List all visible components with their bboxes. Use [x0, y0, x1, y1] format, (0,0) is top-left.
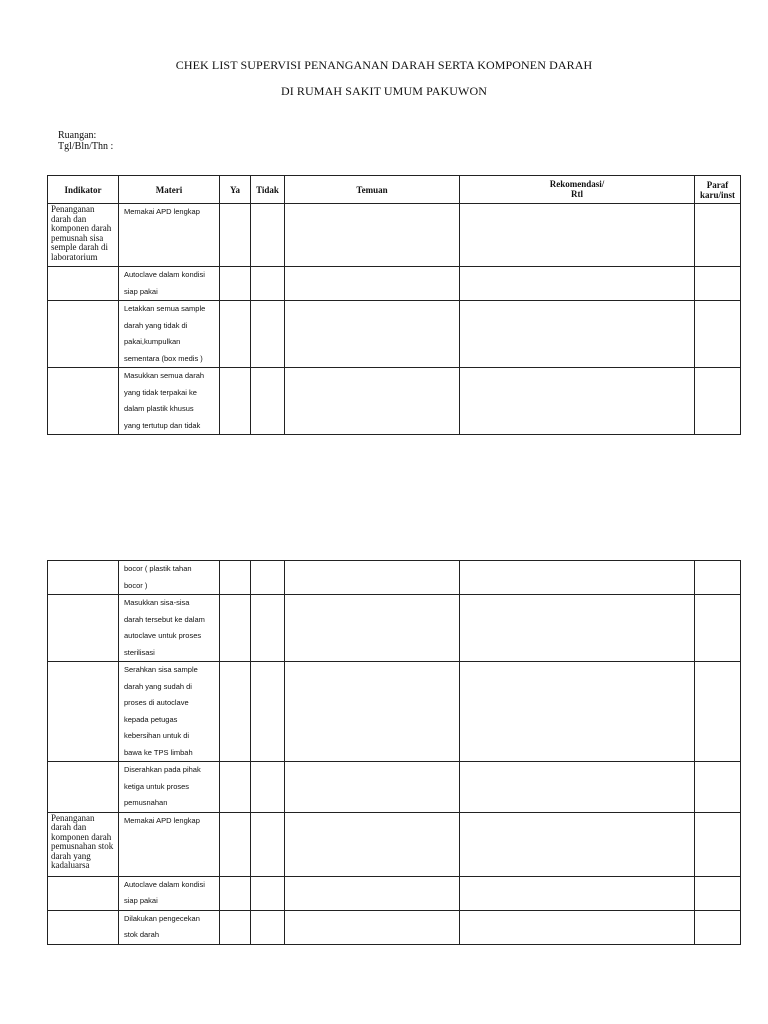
indikator-cell [48, 561, 119, 595]
rekomendasi-cell[interactable] [460, 561, 695, 595]
temuan-cell[interactable] [285, 910, 460, 944]
rekomendasi-cell[interactable] [460, 204, 695, 267]
table-row [48, 204, 741, 267]
rekomendasi-cell[interactable] [460, 301, 695, 368]
paraf-cell[interactable] [695, 267, 741, 301]
indikator-cell [48, 662, 119, 762]
rekomendasi-cell[interactable] [460, 595, 695, 662]
table-row [48, 662, 741, 762]
tidak-cell[interactable] [251, 204, 285, 267]
table-row [48, 876, 741, 910]
ya-cell[interactable] [220, 368, 251, 435]
tidak-cell[interactable] [251, 595, 285, 662]
temuan-cell[interactable] [285, 301, 460, 368]
header-ya: Ya [220, 176, 251, 204]
temuan-cell[interactable] [285, 876, 460, 910]
materi-cell: Memakai APD lengkap [119, 812, 220, 876]
temuan-cell[interactable] [285, 368, 460, 435]
tidak-cell[interactable] [251, 876, 285, 910]
tidak-cell[interactable] [251, 812, 285, 876]
materi-cell: Dilakukan pengecekan stok darah [119, 910, 220, 944]
temuan-cell[interactable] [285, 267, 460, 301]
ya-cell[interactable] [220, 762, 251, 813]
header-materi: Materi [119, 176, 220, 204]
table-row [48, 812, 741, 876]
tidak-cell[interactable] [251, 561, 285, 595]
ya-cell[interactable] [220, 204, 251, 267]
paraf-cell[interactable] [695, 662, 741, 762]
tidak-cell[interactable] [251, 301, 285, 368]
indikator-cell [48, 595, 119, 662]
ya-cell[interactable] [220, 812, 251, 876]
paraf-cell[interactable] [695, 301, 741, 368]
materi-cell: Autoclave dalam kondisi siap pakai [119, 267, 220, 301]
tidak-cell[interactable] [251, 910, 285, 944]
rekomendasi-cell[interactable] [460, 662, 695, 762]
tidak-cell[interactable] [251, 762, 285, 813]
header-tidak: Tidak [251, 176, 285, 204]
rekomendasi-cell[interactable] [460, 267, 695, 301]
materi-cell: Memakai APD lengkap [119, 204, 220, 267]
table-row [48, 910, 741, 944]
header-temuan: Temuan [285, 176, 460, 204]
header-rekomendasi: Rekomendasi/ Rtl [460, 176, 695, 204]
rekomendasi-cell[interactable] [460, 910, 695, 944]
temuan-cell[interactable] [285, 662, 460, 762]
ya-cell[interactable] [220, 876, 251, 910]
ya-cell[interactable] [220, 662, 251, 762]
table-row [48, 267, 741, 301]
checklist-table-page1 [47, 175, 741, 435]
paraf-cell[interactable] [695, 876, 741, 910]
temuan-cell[interactable] [285, 561, 460, 595]
ya-cell[interactable] [220, 595, 251, 662]
table-row [48, 368, 741, 435]
ya-cell[interactable] [220, 561, 251, 595]
paraf-cell[interactable] [695, 595, 741, 662]
ya-cell[interactable] [220, 301, 251, 368]
temuan-cell[interactable] [285, 762, 460, 813]
ya-cell[interactable] [220, 910, 251, 944]
temuan-cell[interactable] [285, 204, 460, 267]
rekomendasi-cell[interactable] [460, 876, 695, 910]
tidak-cell[interactable] [251, 267, 285, 301]
document-subtitle: DI RUMAH SAKIT UMUM PAKUWON [280, 84, 488, 98]
rekomendasi-cell[interactable] [460, 762, 695, 813]
rekomendasi-cell[interactable] [460, 368, 695, 435]
tidak-cell[interactable] [251, 662, 285, 762]
table-row [48, 762, 741, 813]
indikator-cell [48, 910, 119, 944]
paraf-cell[interactable] [695, 204, 741, 267]
materi-cell: bocor ( plastik tahan bocor ) [119, 561, 220, 595]
temuan-cell[interactable] [285, 812, 460, 876]
indikator-cell [48, 368, 119, 435]
table-header-row [48, 176, 741, 204]
indikator-cell: Penanganan darah dan komponen darah pemusnah sisa semple darah di laboratorium [48, 204, 119, 267]
header-indikator: Indikator [48, 176, 119, 204]
document-title: CHEK LIST SUPERVISI PENANGANAN DARAH SERTA KOMPONEN DARAH [175, 58, 593, 72]
paraf-cell[interactable] [695, 812, 741, 876]
table-row [48, 595, 741, 662]
paraf-cell[interactable] [695, 762, 741, 813]
paraf-cell[interactable] [695, 910, 741, 944]
materi-cell: Autoclave dalam kondisi siap pakai [119, 876, 220, 910]
rekomendasi-cell[interactable] [460, 812, 695, 876]
table-row [48, 561, 741, 595]
temuan-cell[interactable] [285, 595, 460, 662]
checklist-table-page2 [47, 560, 741, 945]
table-row [48, 301, 741, 368]
room-field-label: Ruangan: [58, 130, 97, 141]
indikator-cell [48, 876, 119, 910]
paraf-cell[interactable] [695, 368, 741, 435]
indikator-cell [48, 267, 119, 301]
materi-cell: Diserahkan pada pihak ketiga untuk proses pemusnahan [119, 762, 220, 813]
materi-cell: Masukkan sisa-sisa darah tersebut ke dalam autoclave untuk proses sterilisasi [119, 595, 220, 662]
materi-cell: Letakkan semua sample darah yang tidak di pakai,kumpulkan sementara (box medis ) [119, 301, 220, 368]
materi-cell: Serahkan sisa sample darah yang sudah di proses di autoclave kepada petugas kebersihan untuk di bawa ke TPS limbah [119, 662, 220, 762]
paraf-cell[interactable] [695, 561, 741, 595]
indikator-cell [48, 301, 119, 368]
header-paraf: Paraf karu/inst [695, 176, 741, 204]
date-field-label: Tgl/Bln/Thn : [58, 141, 114, 152]
materi-cell: Masukkan semua darah yang tidak terpakai ke dalam plastik khusus yang tertutup dan tidak [119, 368, 220, 435]
indikator-cell [48, 762, 119, 813]
indikator-cell: Penanganan darah dan komponen darah pemusnahan stok darah yang kadaluarsa [48, 812, 119, 876]
ya-cell[interactable] [220, 267, 251, 301]
tidak-cell[interactable] [251, 368, 285, 435]
